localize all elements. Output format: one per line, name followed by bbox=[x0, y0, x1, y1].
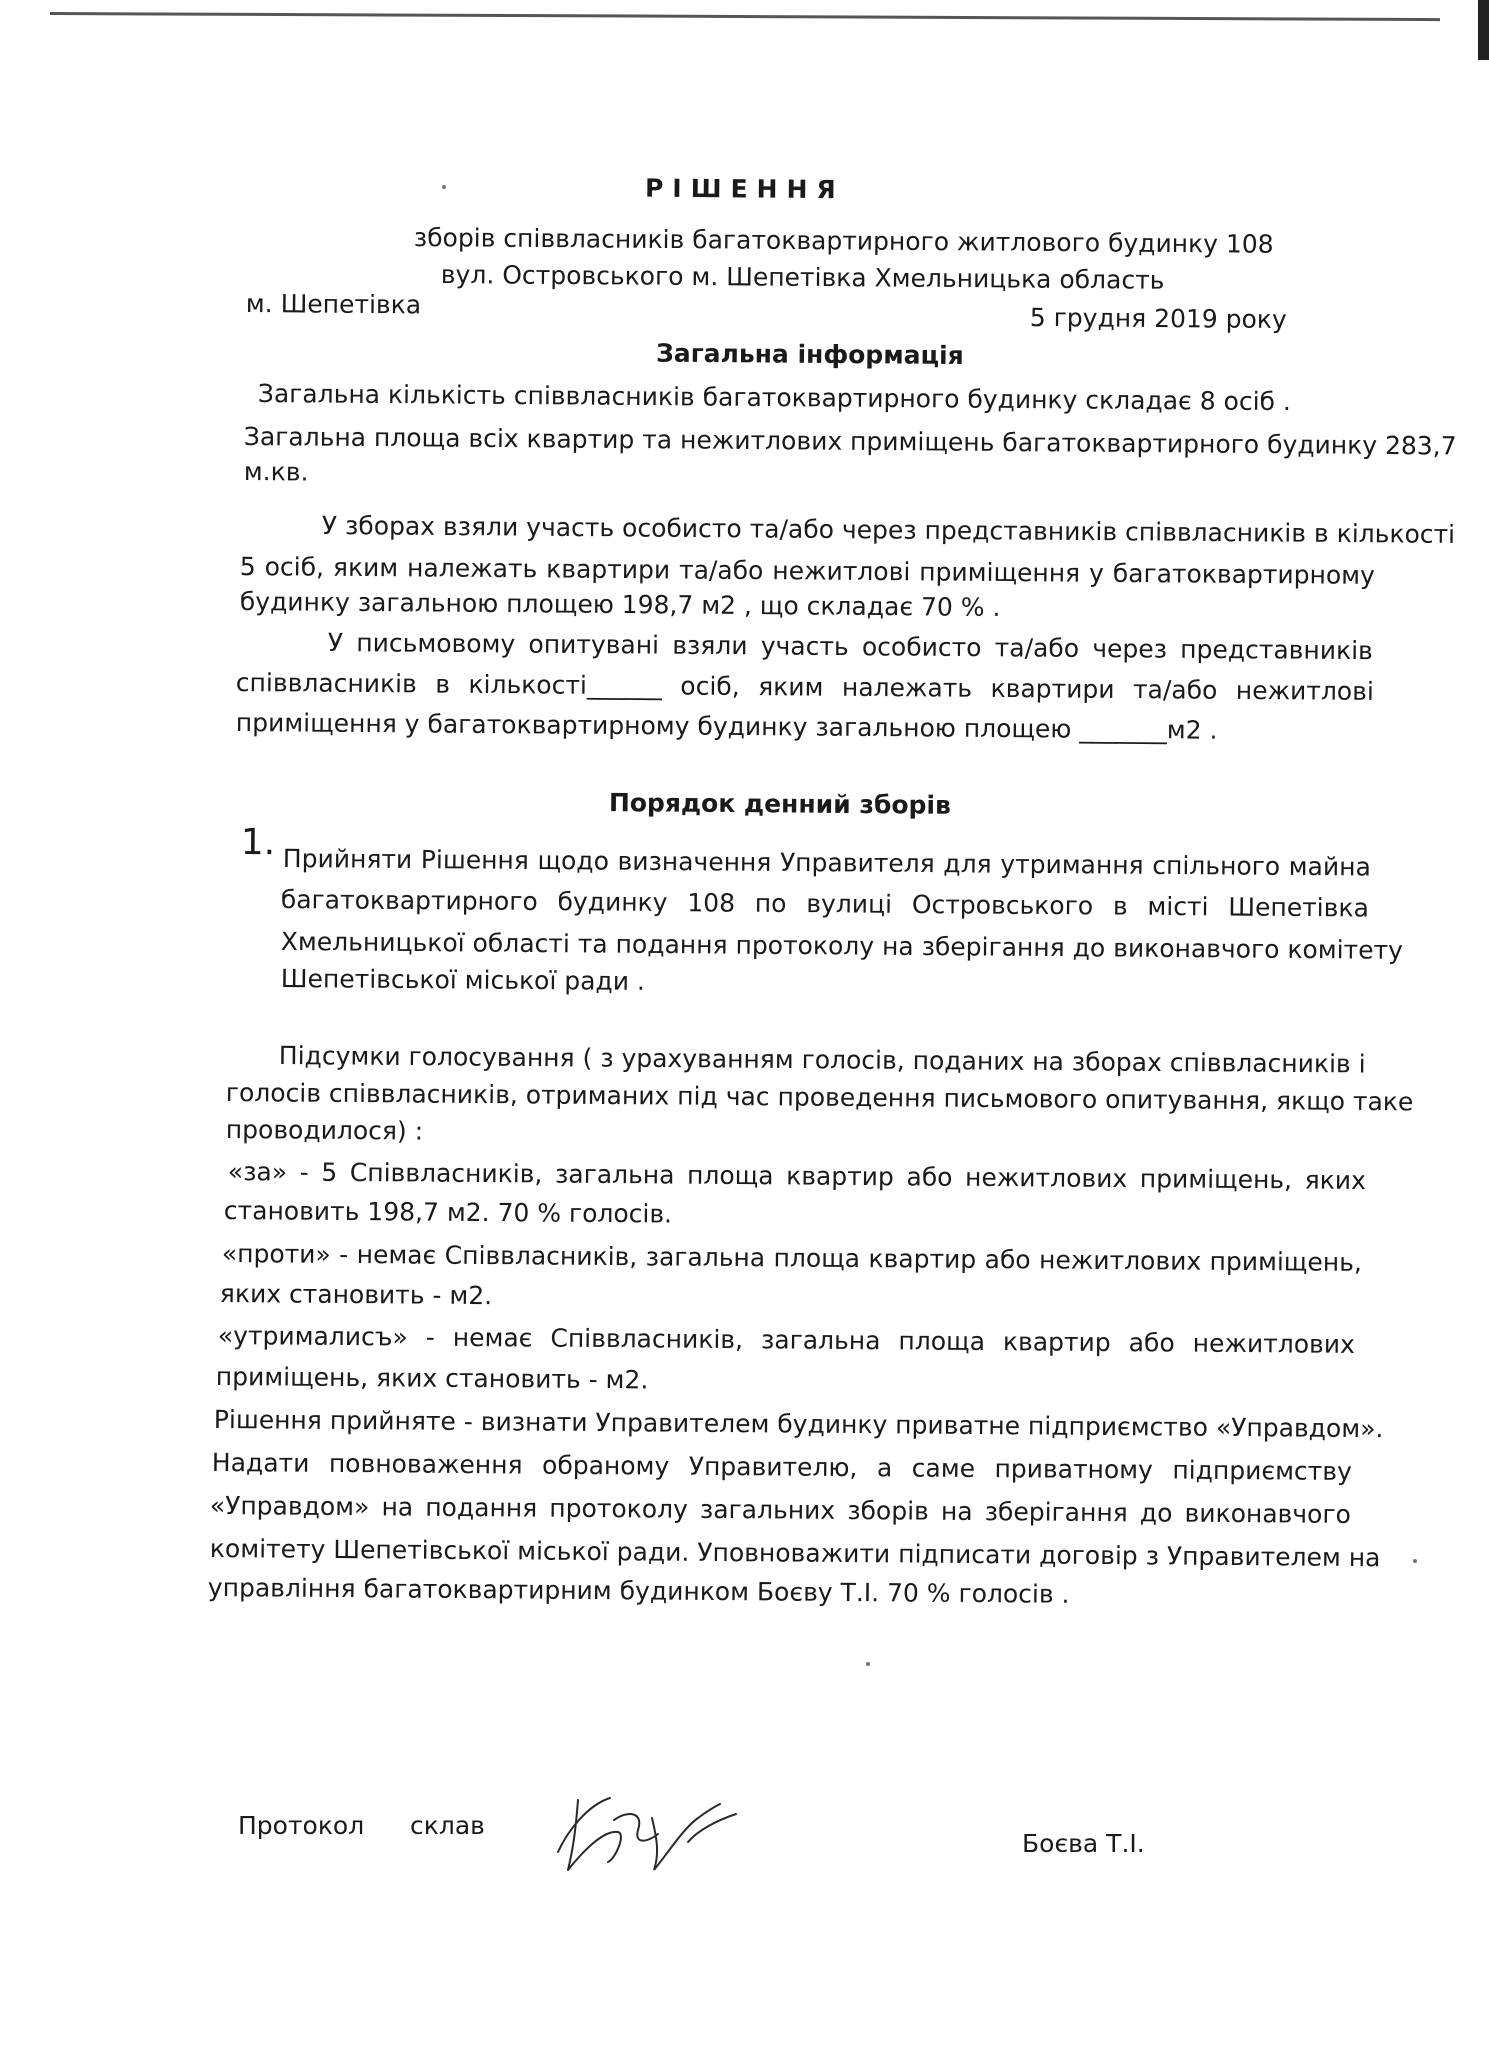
scan-edge-mark bbox=[1478, 0, 1489, 60]
voting-intro-line: проводилося) : bbox=[225, 1115, 424, 1146]
scan-speck bbox=[1413, 1559, 1417, 1563]
vote-against-line: яких становить - м2. bbox=[219, 1279, 493, 1311]
document-place: м. Шепетівка bbox=[245, 288, 422, 320]
vote-for-line: «за» - 5 Співвласників, загальна площа квартир або нежитлових приміщень, яких bbox=[227, 1157, 1366, 1195]
signature-name: Боєва Т.І. bbox=[1022, 1829, 1145, 1858]
general-info-heading: Загальна інформація bbox=[655, 338, 964, 371]
vote-for-line: становить 198,7 м2. 70 % голосів. bbox=[223, 1196, 673, 1229]
voting-intro-line: Підсумки голосування ( з урахуванням голосів, поданих на зборах співвласників і bbox=[278, 1041, 1366, 1079]
agenda-item-line: багатоквартирного будинку 108 по вулиці Островського в місті Шепетівка bbox=[280, 884, 1369, 923]
general-info-area-unit: м.кв. bbox=[243, 456, 309, 487]
vote-abstained-line: «утрималисъ» - немає Співвласників, загальна площа квартир або нежитлових bbox=[217, 1321, 1355, 1359]
decision-line: Надати повноваження обраному Управителю, а саме приватному підприємству bbox=[211, 1448, 1352, 1486]
vote-against-line: «проти» - немає Співвласників, загальна площа квартир або нежитлових приміщень, bbox=[221, 1239, 1362, 1277]
document-date: 5 грудня 2019 року bbox=[1029, 302, 1287, 335]
scan-speck bbox=[866, 1662, 870, 1666]
agenda-item-number: 1. bbox=[240, 822, 276, 864]
signature-label-composed: склав bbox=[410, 1811, 485, 1840]
document-title: РІШЕННЯ bbox=[644, 173, 845, 205]
document-subtitle: зборів співвласників багатоквартирного житлового будинку 108 bbox=[413, 222, 1274, 259]
participation-line: У зборах взяли участь особисто та/або через представників співвласників в кількості bbox=[321, 510, 1456, 549]
scan-edge-line bbox=[50, 12, 1440, 21]
survey-line: співвласників в кількості______ осіб, яким належать квартири та/або нежитлові bbox=[235, 667, 1374, 706]
agenda-item-line: Хмельницької області та подання протоколу на зберігання до виконавчого комітету bbox=[280, 926, 1404, 965]
survey-line: У письмовому опитувані взяли участь особисто та/або через представників bbox=[327, 627, 1373, 666]
vote-abstained-line: приміщень, яких становить - м2. bbox=[215, 1362, 649, 1395]
decision-line: комітету Шепетівської міської ради. Уповноважити підписати договір з Управителем на bbox=[209, 1534, 1381, 1573]
agenda-item-line: Прийняти Рішення щодо визначення Управителя для утримання спільного майна bbox=[282, 843, 1371, 882]
signature-label-protocol: Протокол bbox=[238, 1811, 365, 1840]
handwritten-signature bbox=[548, 1790, 748, 1880]
decision-line: «Управдом» на подання протоколу загальних зборів на зберігання до виконавчого bbox=[209, 1491, 1351, 1529]
general-info-area: Загальна площа всіх квартир та нежитлових приміщень багатоквартирного будинку 283,7 bbox=[243, 421, 1457, 461]
participation-line: 5 осіб, яким належать квартири та/або нежитлові приміщення у багатоквартирному bbox=[239, 551, 1375, 590]
decision-line: Рішення прийняте - визнати Управителем будинку приватне підприємство «Управдом». bbox=[213, 1405, 1384, 1444]
decision-line: управління багатоквартирним будинком Боєву Т.І. 70 % голосів . bbox=[207, 1573, 1070, 1609]
scan-speck bbox=[442, 185, 446, 189]
agenda-heading: Порядок денний зборів bbox=[608, 788, 951, 820]
participation-line: будинку загальною площею 198,7 м2 , що складає 70 % . bbox=[239, 586, 1001, 622]
document-address: вул. Островського м. Шепетівка Хмельницька область bbox=[440, 259, 1165, 295]
agenda-item-line: Шепетівської міської ради . bbox=[280, 963, 646, 996]
voting-intro-line: голосів співвласників, отриманих під час проведення письмового опитування, якщо таке bbox=[225, 1078, 1414, 1117]
general-info-owners: Загальна кількість співвласників багатоквартирного будинку складає 8 осіб . bbox=[257, 378, 1292, 417]
survey-line: приміщення у багатоквартирному будинку загальною площею _______м2 . bbox=[235, 707, 1218, 745]
